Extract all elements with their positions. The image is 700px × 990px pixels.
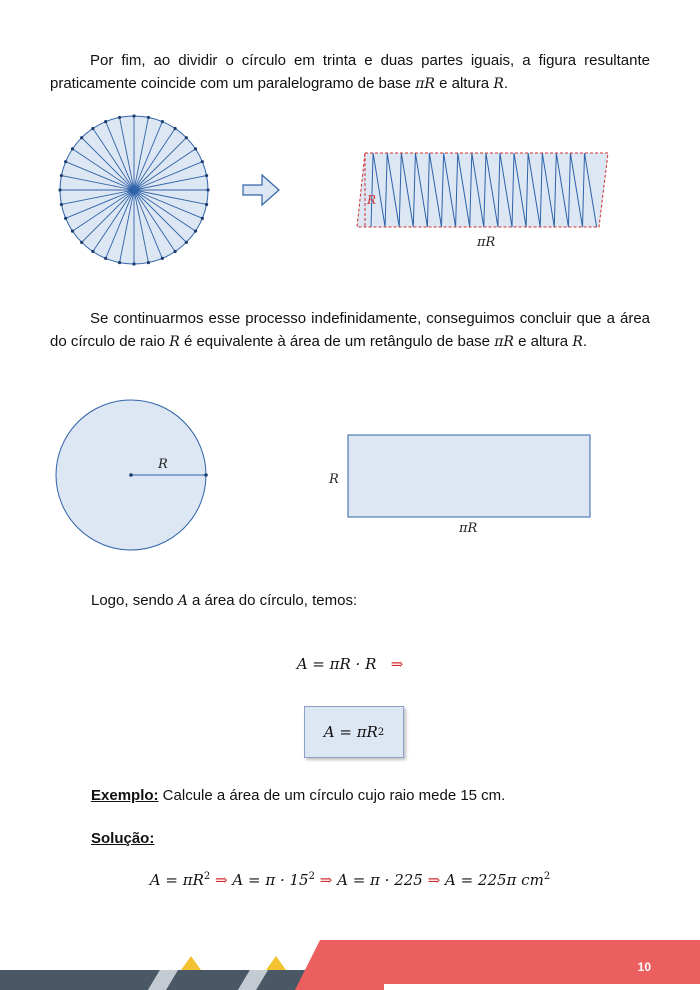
footer-dark-band [0, 970, 160, 990]
label-base-pi-r: πR [477, 235, 496, 250]
circle-boundary-point [147, 116, 150, 119]
circle-boundary-point [206, 188, 209, 191]
paragraph-intro: Por fim, ao dividir o círculo em trinta e duas partes iguais, a figura resultante praticamente coincide com um paralelogramo de base πR e altura R. [50, 52, 650, 92]
solution-label: Solução: [91, 830, 155, 847]
circle-boundary-point [104, 257, 107, 260]
center-point [129, 473, 133, 477]
label-height: R [329, 472, 339, 487]
paragraph-conclusion: Se continuarmos esse processo indefinidamente, conseguimos concluir que a área do círculo de raio R é equivalente à área de um retângulo de base πR e altura R. [50, 310, 650, 350]
circle-boundary-point [161, 120, 164, 123]
page-number: 10 [637, 960, 651, 974]
circle-boundary-point [174, 250, 177, 253]
example-label: Exemplo: [91, 787, 159, 804]
circle-center-point [132, 188, 137, 193]
circle-boundary-point [91, 127, 94, 130]
figure-circle-to-parallelogram [0, 110, 700, 270]
formula-area-product: A = πR · R ⇒ [296, 655, 404, 673]
implies-arrow: ⇒ [390, 655, 404, 673]
circle-boundary-point [161, 257, 164, 260]
circle-boundary-point [104, 120, 107, 123]
circle-boundary-point [205, 174, 208, 177]
footer-dark-band-2 [166, 970, 250, 990]
circle-boundary-point [132, 114, 135, 117]
paragraph-logo: Logo, sendo A a área do círculo, temos: [91, 592, 358, 609]
footer-white-strip [384, 984, 700, 990]
circle-boundary-point [91, 250, 94, 253]
circle-boundary-point [71, 230, 74, 233]
circle-boundary-point [64, 160, 67, 163]
circle-boundary-point [194, 147, 197, 150]
circle-boundary-point [147, 261, 150, 264]
footer-decoration [0, 940, 700, 990]
rectangle [348, 435, 590, 517]
circle-boundary-point [71, 147, 74, 150]
boxed-formula: A = πR 2 [304, 706, 404, 758]
circle-boundary-point [201, 160, 204, 163]
label-side-r: R [367, 193, 377, 207]
circle-boundary-point [60, 174, 63, 177]
right-arrow-icon [243, 175, 279, 205]
label-base: πR [459, 521, 478, 536]
circle-boundary-point [205, 203, 208, 206]
parallelogram [357, 153, 608, 227]
example-line: Exemplo: Calcule a área de um círculo cujo raio mede 15 cm. [91, 787, 506, 804]
circle-boundary-point [194, 230, 197, 233]
circle-boundary-point [80, 241, 83, 244]
label-radius: R [158, 457, 168, 472]
footer-yellow-triangle-1 [181, 956, 201, 970]
circle-boundary-point [132, 262, 135, 265]
footer-yellow-triangle-2 [266, 956, 286, 970]
circle-boundary-point [60, 203, 63, 206]
figure-circle-and-rectangle [0, 395, 700, 555]
circle-boundary-point [118, 261, 121, 264]
edge-point [204, 473, 208, 477]
circle-boundary-point [80, 136, 83, 139]
circle-boundary-point [201, 217, 204, 220]
sliced-circle [58, 114, 209, 265]
circle-boundary-point [58, 188, 61, 191]
circle-boundary-point [118, 116, 121, 119]
circle-boundary-point [185, 241, 188, 244]
circle-boundary-point [174, 127, 177, 130]
solution-formula: $A = \pi R^2$ ⇒ $A = \pi \cdot 15^2$ ⇒ A = π · 225 ⇒ A = 225π $cm^2$ [149, 871, 551, 889]
circle-boundary-point [64, 217, 67, 220]
circle-boundary-point [185, 136, 188, 139]
